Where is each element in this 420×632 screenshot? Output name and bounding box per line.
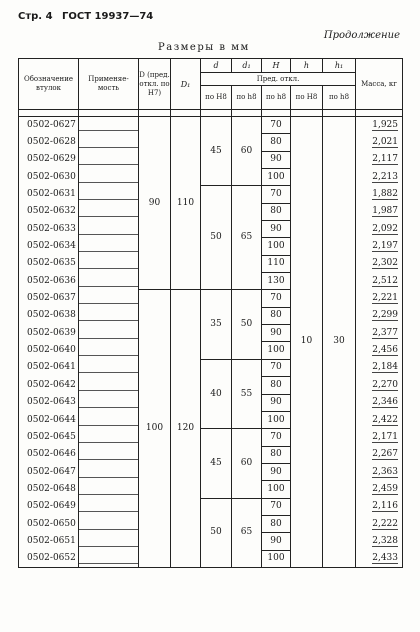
page-header: [18, 11, 159, 22]
cell-mass: [356, 359, 403, 376]
mass-value: 2,299: [372, 310, 398, 321]
cell-mass: [356, 411, 403, 428]
cell-designation: 0502-0642: [19, 377, 79, 394]
cell-designation: 0502-0651: [19, 533, 79, 550]
cell-mass: [356, 221, 403, 238]
mass-value: 2,512: [372, 275, 398, 286]
cell-applicability: [79, 203, 139, 220]
col-D: D (пред. откл. по H7): [139, 59, 171, 110]
mass-value: 1,987: [372, 206, 398, 217]
cell-applicability: [79, 342, 139, 359]
cell-designation: 0502-0645: [19, 429, 79, 446]
cell-applicability: [79, 117, 139, 134]
cell-d: 40: [201, 359, 232, 428]
col-tolerance: Пред. откл.: [201, 73, 356, 86]
cell-mass: [356, 463, 403, 480]
cell-applicability: [79, 325, 139, 342]
mass-value: 2,184: [372, 362, 398, 373]
applicability-blank-line: [79, 120, 138, 131]
cell-mass: [356, 134, 403, 151]
cell-applicability: [79, 273, 139, 290]
cell-D1: 120: [171, 290, 201, 568]
cell-d1: 50: [232, 290, 262, 359]
cell-designation: 0502-0629: [19, 151, 79, 168]
cell-mass: [356, 238, 403, 255]
cell-d: 45: [201, 117, 232, 186]
cell-mass: [356, 325, 403, 342]
applicability-blank-line: [79, 293, 138, 304]
cell-mass: [356, 203, 403, 220]
applicability-blank-line: [79, 276, 138, 287]
mass-value: 2,270: [372, 379, 398, 390]
mass-value: 2,116: [372, 501, 398, 512]
cell-designation: 0502-0640: [19, 342, 79, 359]
cell-d1: 65: [232, 186, 262, 290]
applicability-blank-line: [79, 310, 138, 321]
cell-mass: [356, 515, 403, 532]
cell-mass: [356, 273, 403, 290]
col-h: h: [291, 59, 323, 73]
cell-applicability: [79, 394, 139, 411]
cell-H: 90: [262, 221, 291, 238]
cell-d: 35: [201, 290, 232, 359]
col-H: H: [262, 59, 291, 73]
col-designation: Обозначение втулок: [19, 59, 79, 110]
applicability-blank-line: [79, 172, 138, 183]
bushings-table: [18, 58, 403, 568]
mass-value: 2,021: [372, 137, 398, 148]
col-h1: h₁: [323, 59, 356, 73]
mass-value: 2,222: [372, 518, 398, 529]
cell-d: 50: [201, 186, 232, 290]
cell-applicability: [79, 550, 139, 567]
applicability-blank-line: [79, 484, 138, 495]
cell-H: 70: [262, 186, 291, 203]
cell-H: 90: [262, 325, 291, 342]
col-tol-H: по h8: [262, 86, 291, 110]
cell-applicability: [79, 481, 139, 498]
applicability-blank-line: [79, 328, 138, 339]
continuation-label: Продолжение: [323, 30, 400, 41]
col-applicability: Применяе-мость: [79, 59, 139, 110]
cell-applicability: [79, 429, 139, 446]
cell-applicability: [79, 186, 139, 203]
mass-value: 2,377: [372, 327, 398, 338]
cell-applicability: [79, 463, 139, 480]
standard-number: ГОСТ 19937—74: [62, 11, 154, 22]
cell-H: 70: [262, 359, 291, 376]
applicability-blank-line: [79, 189, 138, 200]
cell-designation: 0502-0631: [19, 186, 79, 203]
applicability-blank-line: [79, 467, 138, 478]
cell-H: 80: [262, 377, 291, 394]
cell-applicability: [79, 359, 139, 376]
mass-value: 2,433: [372, 553, 398, 564]
applicability-blank-line: [79, 536, 138, 547]
cell-H: 100: [262, 169, 291, 186]
cell-H: 70: [262, 290, 291, 307]
cell-H: 90: [262, 463, 291, 480]
cell-applicability: [79, 307, 139, 324]
cell-H: 100: [262, 411, 291, 428]
cell-applicability: [79, 446, 139, 463]
cell-d1: 60: [232, 117, 262, 186]
col-tol-h1: по h8: [323, 86, 356, 110]
col-d1: d₁: [232, 59, 262, 73]
cell-mass: [356, 533, 403, 550]
mass-value: 2,197: [372, 241, 398, 252]
cell-H: 100: [262, 550, 291, 567]
cell-H: 90: [262, 394, 291, 411]
cell-designation: 0502-0639: [19, 325, 79, 342]
cell-H: 110: [262, 255, 291, 272]
cell-applicability: [79, 238, 139, 255]
cell-mass: [356, 446, 403, 463]
cell-applicability: [79, 151, 139, 168]
col-D1: D₁: [171, 59, 201, 110]
cell-applicability: [79, 498, 139, 515]
sizes-caption: Размеры в мм: [158, 42, 250, 53]
cell-designation: 0502-0649: [19, 498, 79, 515]
cell-mass: [356, 394, 403, 411]
mass-value: 2,117: [372, 154, 398, 165]
cell-designation: 0502-0636: [19, 273, 79, 290]
cell-H: 100: [262, 238, 291, 255]
cell-d: 45: [201, 429, 232, 498]
page-number: Стр. 4: [18, 11, 53, 22]
cell-mass: [356, 429, 403, 446]
mass-value: 2,456: [372, 345, 398, 356]
cell-h1: 30: [323, 117, 356, 568]
cell-mass: [356, 255, 403, 272]
cell-H: 80: [262, 446, 291, 463]
cell-mass: [356, 550, 403, 567]
cell-designation: 0502-0627: [19, 117, 79, 134]
applicability-blank-line: [79, 362, 138, 373]
applicability-blank-line: [79, 206, 138, 217]
applicability-blank-line: [79, 137, 138, 148]
cell-mass: [356, 307, 403, 324]
cell-designation: 0502-0634: [19, 238, 79, 255]
cell-d1: 65: [232, 498, 262, 567]
applicability-blank-line: [79, 415, 138, 426]
cell-applicability: [79, 255, 139, 272]
cell-mass: [356, 342, 403, 359]
mass-value: 2,346: [372, 397, 398, 408]
cell-mass: [356, 151, 403, 168]
cell-d: 50: [201, 498, 232, 567]
applicability-blank-line: [79, 519, 138, 530]
cell-designation: 0502-0644: [19, 411, 79, 428]
cell-mass: [356, 481, 403, 498]
col-mass: Масса, кг: [356, 59, 403, 110]
table-row: [19, 117, 403, 134]
cell-H: 90: [262, 533, 291, 550]
cell-H: 80: [262, 203, 291, 220]
applicability-blank-line: [79, 154, 138, 165]
applicability-blank-line: [79, 397, 138, 408]
cell-H: 70: [262, 429, 291, 446]
col-tol-d: по H8: [201, 86, 232, 110]
mass-value: 2,213: [372, 171, 398, 182]
mass-value: 2,328: [372, 535, 398, 546]
cell-mass: [356, 498, 403, 515]
applicability-blank-line: [79, 345, 138, 356]
cell-applicability: [79, 221, 139, 238]
cell-applicability: [79, 169, 139, 186]
applicability-blank-line: [79, 224, 138, 235]
cell-applicability: [79, 134, 139, 151]
cell-designation: 0502-0633: [19, 221, 79, 238]
mass-value: 2,221: [372, 293, 398, 304]
cell-applicability: [79, 377, 139, 394]
cell-H: 90: [262, 151, 291, 168]
cell-H: 100: [262, 342, 291, 359]
mass-value: 2,171: [372, 431, 398, 442]
cell-mass: [356, 169, 403, 186]
cell-mass: [356, 290, 403, 307]
mass-value: 2,422: [372, 414, 398, 425]
cell-mass: [356, 377, 403, 394]
spacer-row: [19, 110, 403, 117]
mass-value: 2,302: [372, 258, 398, 269]
cell-applicability: [79, 533, 139, 550]
cell-H: 100: [262, 481, 291, 498]
mass-value: 2,459: [372, 483, 398, 494]
applicability-blank-line: [79, 258, 138, 269]
cell-designation: 0502-0637: [19, 290, 79, 307]
cell-H: 70: [262, 498, 291, 515]
cell-designation: 0502-0628: [19, 134, 79, 151]
cell-H: 130: [262, 273, 291, 290]
mass-value: 1,925: [372, 119, 398, 130]
cell-D1: 110: [171, 117, 201, 290]
applicability-blank-line: [79, 432, 138, 443]
cell-mass: [356, 117, 403, 134]
cell-applicability: [79, 411, 139, 428]
cell-D: 100: [139, 290, 171, 568]
cell-H: 80: [262, 134, 291, 151]
applicability-blank-line: [79, 553, 138, 564]
applicability-blank-line: [79, 449, 138, 460]
cell-designation: 0502-0630: [19, 169, 79, 186]
col-tol-d1: по h8: [232, 86, 262, 110]
col-d: d: [201, 59, 232, 73]
cell-designation: 0502-0646: [19, 446, 79, 463]
cell-designation: 0502-0648: [19, 481, 79, 498]
cell-designation: 0502-0641: [19, 359, 79, 376]
mass-value: 2,092: [372, 223, 398, 234]
cell-H: 80: [262, 515, 291, 532]
cell-designation: 0502-0647: [19, 463, 79, 480]
cell-designation: 0502-0638: [19, 307, 79, 324]
applicability-blank-line: [79, 241, 138, 252]
col-tol-h: по H8: [291, 86, 323, 110]
cell-d1: 55: [232, 359, 262, 428]
cell-d1: 60: [232, 429, 262, 498]
mass-value: 2,267: [372, 449, 398, 460]
cell-designation: 0502-0635: [19, 255, 79, 272]
mass-value: 2,363: [372, 466, 398, 477]
applicability-blank-line: [79, 501, 138, 512]
cell-designation: 0502-0632: [19, 203, 79, 220]
cell-designation: 0502-0643: [19, 394, 79, 411]
mass-value: 1,882: [372, 189, 398, 200]
cell-H: 70: [262, 117, 291, 134]
cell-h: 10: [291, 117, 323, 568]
cell-designation: 0502-0652: [19, 550, 79, 567]
cell-D: 90: [139, 117, 171, 290]
cell-designation: 0502-0650: [19, 515, 79, 532]
cell-H: 80: [262, 307, 291, 324]
applicability-blank-line: [79, 380, 138, 391]
cell-mass: [356, 186, 403, 203]
cell-applicability: [79, 515, 139, 532]
cell-applicability: [79, 290, 139, 307]
